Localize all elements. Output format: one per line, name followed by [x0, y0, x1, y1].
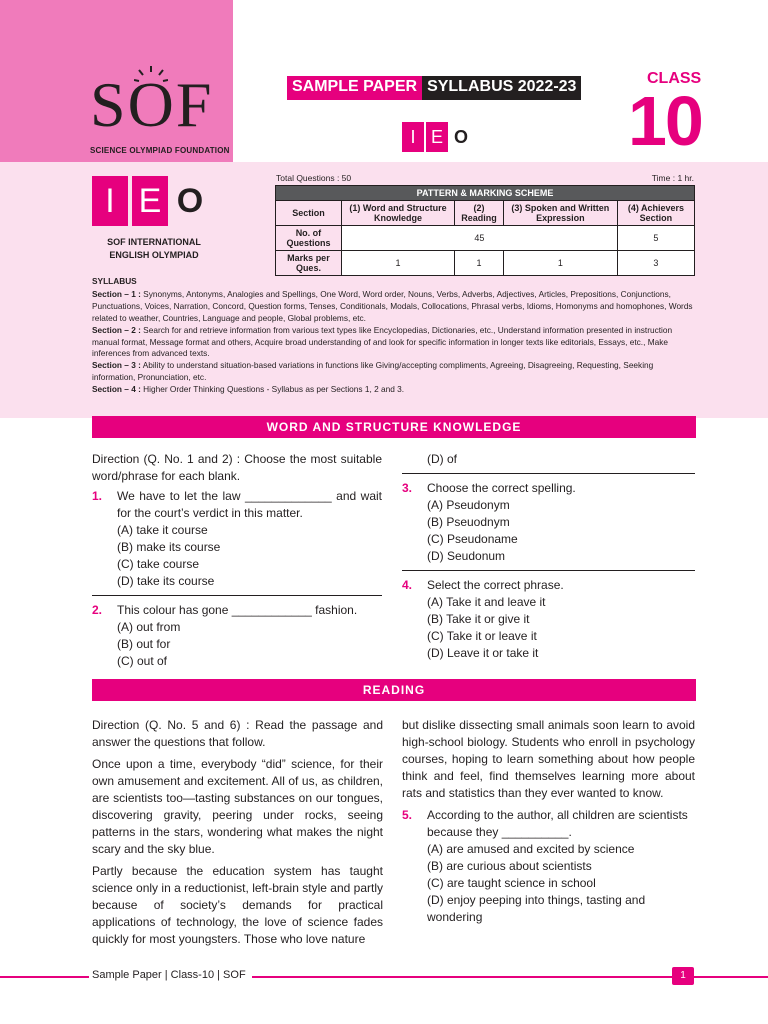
syllabus-year-label: SYLLABUS 2022-23	[422, 76, 581, 100]
left-column-ws	[92, 451, 382, 670]
divider	[402, 570, 695, 571]
question-3	[402, 480, 695, 497]
passage-paragraph: but dislike dissecting small animals soon learn to avoid high-school biology. Students who enroll in psychology courses, hoping to learn something about how people think and feel, find themselves learning more about rats and statistics than they ever wanted to know.	[402, 718, 695, 800]
option: (D) of	[427, 452, 457, 466]
left-column-reading	[92, 717, 383, 948]
ieo-mini-logo	[402, 122, 474, 152]
question-text: We have to let the law _____________ and wait for the court’s verdict in this matter.	[117, 489, 382, 520]
option: (A) take it course	[117, 523, 208, 537]
option: (A) Pseudonym	[427, 498, 510, 512]
section-heading-reading: READING	[92, 679, 696, 701]
option: (D) enjoy peeping into things, tasting and wondering	[427, 893, 646, 924]
column-header: Section	[276, 201, 342, 226]
table-row	[276, 226, 695, 251]
ieo-letter-i: I	[402, 122, 424, 152]
question-5	[402, 807, 695, 841]
row-label: Marks per Ques.	[276, 251, 342, 276]
section-text: Search for and retrieve information from various text types like Encyclopedias, Dictionaries, etc., Understand information presented in instruction manual format, Message format and others, Acquire broad understanding of and look for specific information in longer texts like editorials, Essays, etc., Make inferences from advanced texts.	[92, 324, 673, 359]
table-cell: 3	[617, 251, 694, 276]
syllabus-section-1	[92, 289, 696, 325]
table-cell: 1	[341, 251, 454, 276]
direction-text: Direction (Q. No. 1 and 2) : Choose the most suitable word/phrase for each blank.	[92, 452, 382, 483]
passage-paragraph: Partly because the education system has taught science only in a reductionist, left-brain style and partly because of society’s demands for practical applications of technology, the love of science fades quickly for most youngsters. Those who love nature	[92, 864, 383, 946]
option: (B) Take it or give it	[427, 612, 530, 626]
class-number: 10	[628, 82, 702, 160]
option: (C) Pseudoname	[427, 532, 518, 546]
right-column-reading	[402, 717, 695, 926]
option: (D) Leave it or take it	[427, 646, 539, 660]
class-label: CLASS	[647, 70, 702, 87]
divider	[402, 473, 695, 474]
question-number: 4.	[402, 578, 413, 592]
sof-logo: SOF	[90, 69, 214, 140]
table-row	[276, 251, 695, 276]
paper-title	[287, 76, 581, 100]
option: (C) Take it or leave it	[427, 629, 537, 643]
syllabus-section-2	[92, 325, 696, 361]
option: (B) out for	[117, 637, 171, 651]
option: (B) make its course	[117, 540, 221, 554]
sample-paper-label: SAMPLE PAPER	[287, 76, 422, 100]
ieo-letter-e: E	[426, 122, 448, 152]
ieo-caption: SOF INTERNATIONAL ENGLISH OLYMPIAD	[107, 237, 201, 260]
right-column-ws	[402, 451, 695, 662]
ieo-letter-o: O	[450, 122, 472, 152]
option: (A) out from	[117, 620, 181, 634]
option: (D) take its course	[117, 574, 215, 588]
bulb-icon	[134, 66, 168, 106]
question-1	[92, 488, 382, 522]
option: (C) take course	[117, 557, 200, 571]
sof-logo-subtitle: SCIENCE OLYMPIAD FOUNDATION	[90, 146, 230, 155]
section-text: Ability to understand situation-based variations in functions like Giving/accepting compliments, Agreeing, Disagreeing, Requesting, Seeking information, Pronunciation, etc.	[92, 360, 654, 383]
sof-logo-block	[0, 0, 233, 162]
direction-text: Direction (Q. No. 5 and 6) : Read the passage and answer the questions that follow.	[92, 718, 383, 749]
column-header: (1) Word and Structure Knowledge	[341, 201, 454, 226]
ieo-big-letter-o: O	[176, 182, 204, 220]
footer-text: Sample Paper | Class-10 | SOF	[89, 969, 252, 981]
syllabus-section-4	[92, 384, 696, 396]
section-label: Section – 2 :	[92, 324, 141, 335]
question-text: Select the correct phrase.	[427, 578, 564, 592]
question-number: 5.	[402, 808, 413, 822]
question-text: This colour has gone ____________ fashion.	[117, 603, 358, 617]
section-label: Section – 1 :	[92, 288, 141, 299]
total-questions: Total Questions : 50	[276, 173, 352, 183]
question-number: 3.	[402, 481, 413, 495]
question-text: According to the author, all children are scientists because they __________.	[427, 808, 688, 839]
ieo-big-letter-e: E	[132, 176, 168, 226]
column-header: (2) Reading	[455, 201, 504, 226]
question-number: 1.	[92, 489, 103, 503]
syllabus-section-3	[92, 360, 696, 384]
marking-scheme-table	[275, 185, 695, 276]
syllabus-block	[92, 276, 696, 396]
option: (A) Take it and leave it	[427, 595, 546, 609]
question-number: 2.	[92, 603, 103, 617]
column-header: (4) Achievers Section	[617, 201, 694, 226]
option: (C) out of	[117, 654, 168, 668]
column-header: (3) Spoken and Written Expression	[503, 201, 617, 226]
table-cell: 5	[617, 226, 694, 251]
option: (A) are amused and excited by science	[427, 842, 635, 856]
divider	[92, 595, 382, 596]
ieo-logo	[92, 176, 212, 226]
question-2	[92, 602, 382, 619]
section-label: Section – 3 :	[92, 360, 141, 371]
section-label: Section – 4 :	[92, 384, 141, 395]
table-cell: 1	[455, 251, 504, 276]
table-cell: 1	[503, 251, 617, 276]
page-number: 1	[672, 967, 694, 985]
section-text: Higher Order Thinking Questions - Syllabus as per Sections 1, 2 and 3.	[140, 384, 405, 395]
syllabus-title: SYLLABUS	[92, 276, 137, 286]
ieo-big-letter-i: I	[92, 176, 128, 226]
option: (B) are curious about scientists	[427, 859, 592, 873]
table-title: PATTERN & MARKING SCHEME	[276, 186, 695, 201]
section-text: Synonyms, Antonyms, Analogies and Spellings, One Word, Word order, Nouns, Verbs, Adverbs, Adjectives, Articles, Prepositions, Conjunctions, Punctuations, Voices, Narration, Concord, Question forms, Tenses, Conditionals, Modals, Collocations, Phrasal verbs, Idioms, Homonyms and homophones, Words related to weather, Countries, Language and people, Global problems, etc.	[92, 288, 693, 323]
row-label: No. of Questions	[276, 226, 342, 251]
section-heading-word-structure: WORD AND STRUCTURE KNOWLEDGE	[92, 416, 696, 438]
exam-time: Time : 1 hr.	[651, 173, 694, 183]
question-4	[402, 577, 695, 594]
option: (C) are taught science in school	[427, 876, 596, 890]
question-text: Choose the correct spelling.	[427, 481, 576, 495]
table-cell: 45	[341, 226, 617, 251]
passage-paragraph: Once upon a time, everybody “did” science, for their own amusement and excitement. All of us, as children, are scientists too—tasting substances on our tongues, discovering gravity, peering under rocks, seeing patterns in the stars, wondering what makes the night scary and the sky blue.	[92, 757, 383, 856]
option: (B) Pseuodnym	[427, 515, 510, 529]
option: (D) Seudonum	[427, 549, 506, 563]
